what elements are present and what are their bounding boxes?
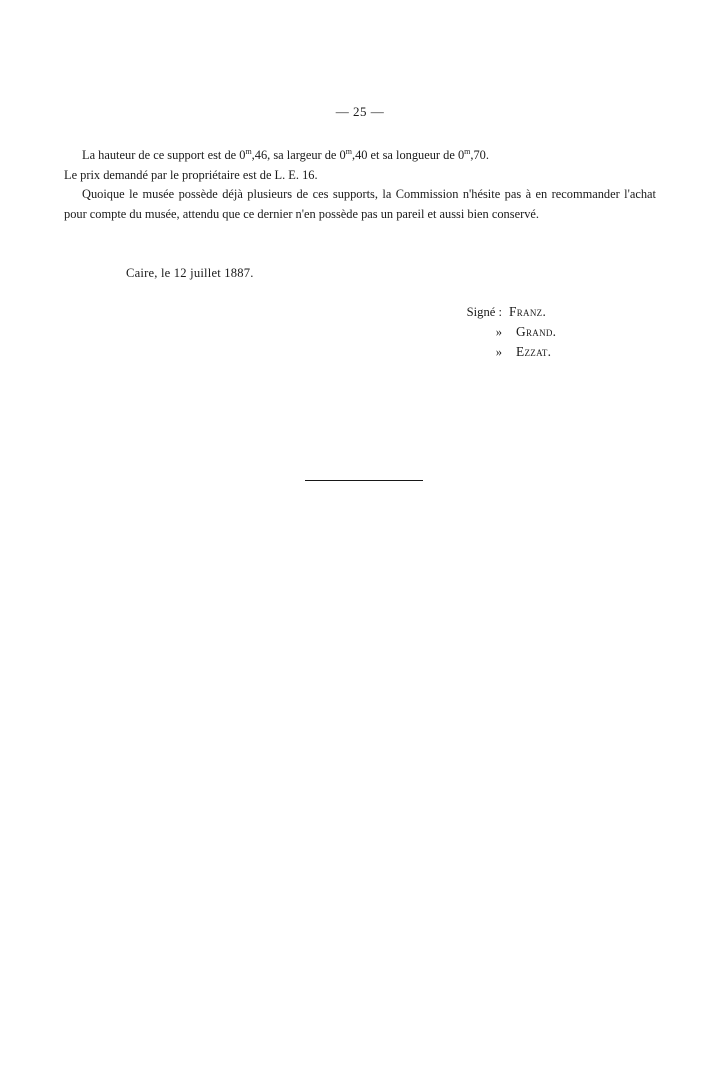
paragraph-1-part-1: La hauteur de ce support est de 0 [82, 148, 246, 162]
page-number: — 25 — [335, 104, 385, 119]
metre-superscript-3: m [464, 146, 471, 156]
paragraph-1-part-3: ,40 et sa longueur de 0 [351, 148, 465, 162]
signature-name-2: Grand. [516, 324, 557, 339]
section-divider-rule [305, 480, 423, 481]
metre-superscript-2: m [345, 146, 352, 156]
paragraph-3: Quoique le musée possède déjà plusieurs de ces supports, la Commission n'hésite pas à en recommander l'achat pour compte du musée, attendu que ce dernier n'en possède pas un pareil et aussi bien conservé. [64, 187, 656, 221]
signed-label: Signé : [466, 305, 502, 319]
signature-block [440, 302, 660, 362]
signature-row-1 [440, 302, 660, 322]
metre-superscript-1: m [245, 146, 252, 156]
paragraph-1 [64, 146, 656, 166]
ditto-mark-2: » [495, 345, 502, 359]
paragraph-1-part-2: ,46, sa largeur de 0 [251, 148, 346, 162]
signature-name-3: Ezzat. [516, 344, 552, 359]
paragraph-1-part-4: ,70. [470, 148, 489, 162]
signature-row-2 [440, 322, 660, 342]
body-text-block [64, 146, 656, 224]
ditto-mark-1: » [495, 325, 502, 339]
date-line: Caire, le 12 juillet 1887. [126, 266, 254, 280]
signature-name-1: Franz. [509, 304, 547, 319]
signature-row-3 [440, 342, 660, 362]
paragraph-2: Le prix demandé par le propriétaire est de L. E. 16. [64, 167, 318, 182]
